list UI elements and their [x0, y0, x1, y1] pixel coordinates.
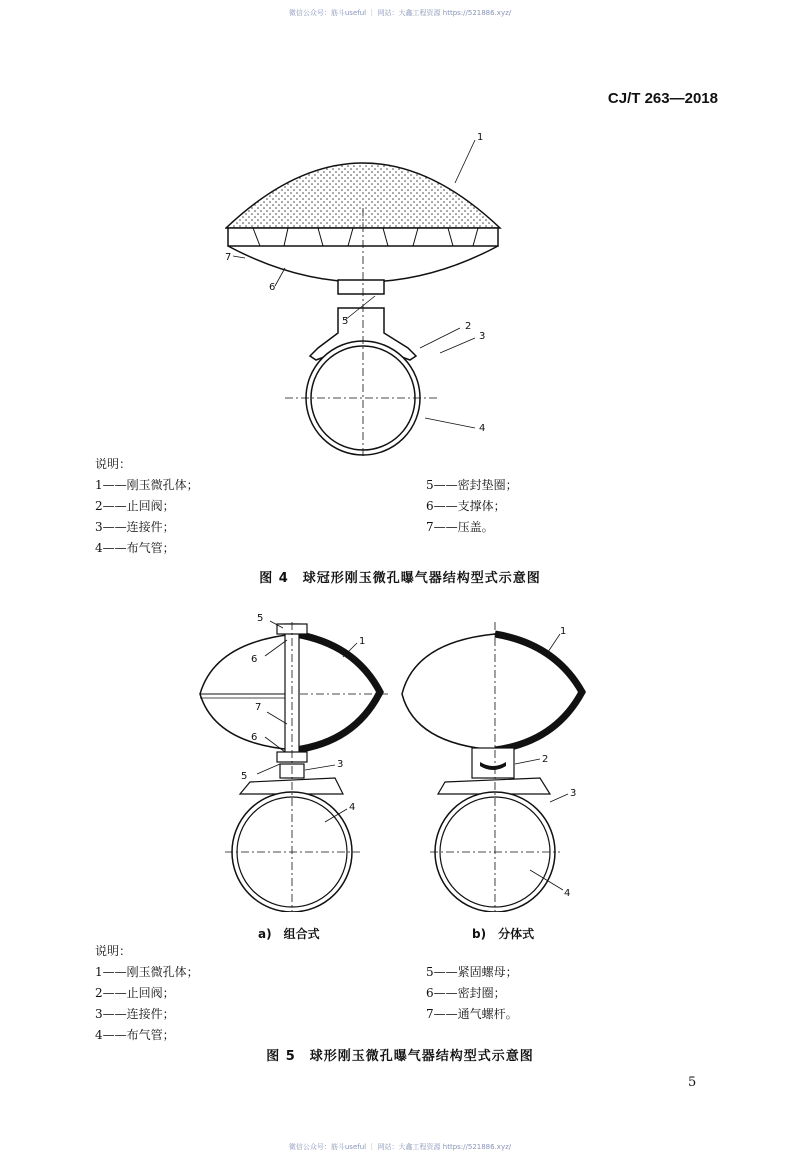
fig4-callout-2: 2 [465, 321, 472, 332]
figure-5a-diagram [195, 612, 395, 912]
fig5a-callout-4: 4 [349, 802, 356, 813]
fig4-legend-item: 2——止回阀； [95, 499, 175, 513]
fig5a-callout-5: 5 [257, 613, 264, 624]
page-number: 5 [688, 1075, 697, 1090]
fig4-callout-7: 7 [225, 252, 232, 263]
fig5-legend-item: 5——紧固螺母； [426, 965, 518, 979]
fig5b-callout-2: 2 [542, 754, 549, 765]
fig4-legend-item: 4——布气管； [95, 541, 175, 555]
fig5b-callout-4: 4 [564, 888, 571, 899]
fig4-legend-item: 6——支撑体； [426, 499, 506, 513]
corundum-body-dome [226, 163, 500, 228]
fig5a-callout-7: 7 [255, 702, 262, 713]
fig4-callout-5: 5 [342, 316, 349, 327]
fig5a-callout-6: 6 [251, 654, 258, 665]
sphere-body-b [402, 634, 582, 750]
fig5a-callout-6: 6 [251, 732, 258, 743]
fig4-callout-3: 3 [479, 331, 486, 342]
watermark-bottom: 微信公众号：筋斗useful ｜ 网站：大鑫工程资源 https://521886.xyz/ [288, 1143, 512, 1151]
figure-5-caption: 图 5 球形刚玉微孔曝气器结构型式示意图 [266, 1049, 534, 1064]
fig5a-callout-3: 3 [337, 759, 344, 770]
fig4-callout-1: 1 [477, 132, 484, 143]
fig5-legend-item: 2——止回阀； [95, 986, 175, 1000]
check-valve-housing [472, 748, 514, 778]
fig5b-callout-3: 3 [570, 788, 577, 799]
figure-4-diagram [225, 128, 515, 458]
fig5b-callout-1: 1 [560, 626, 567, 637]
fig5-legend-title: 说明： [95, 944, 132, 958]
fig4-legend-item: 7——压盖。 [426, 520, 494, 534]
fig5-legend-item: 4——布气管； [95, 1028, 175, 1042]
watermark-top: 微信公众号：筋斗useful ｜ 网站：大鑫工程资源 https://521886.xyz/ [288, 9, 512, 17]
fig4-legend-item: 3——连接件； [95, 520, 175, 534]
fig5a-callout-5: 5 [241, 771, 248, 782]
seal-washer [338, 280, 384, 294]
fig4-callout-6: 6 [269, 282, 276, 293]
fig5-legend-item: 6——密封圈； [426, 986, 506, 1000]
figure-5a-subcaption: a) 组合式 [258, 927, 320, 941]
fig5-legend-item: 3——连接件； [95, 1007, 175, 1021]
fig5a-callout-1: 1 [359, 636, 366, 647]
figure-5b-subcaption: b) 分体式 [472, 927, 535, 941]
figure-5b-diagram [400, 612, 590, 912]
fig4-legend-item: 1——刚玉微孔体； [95, 478, 199, 492]
fig4-legend-item: 5——密封垫圈； [426, 478, 518, 492]
standard-code: CJ/T 263—2018 [607, 90, 718, 107]
fig4-legend-title: 说明： [95, 457, 132, 471]
fig5-legend-item: 1——刚玉微孔体； [95, 965, 199, 979]
fig5-legend-item: 7——通气螺杆。 [426, 1007, 518, 1021]
figure-4-caption: 图 4 球冠形刚玉微孔曝气器结构型式示意图 [259, 571, 541, 586]
fig4-callout-4: 4 [479, 423, 486, 434]
